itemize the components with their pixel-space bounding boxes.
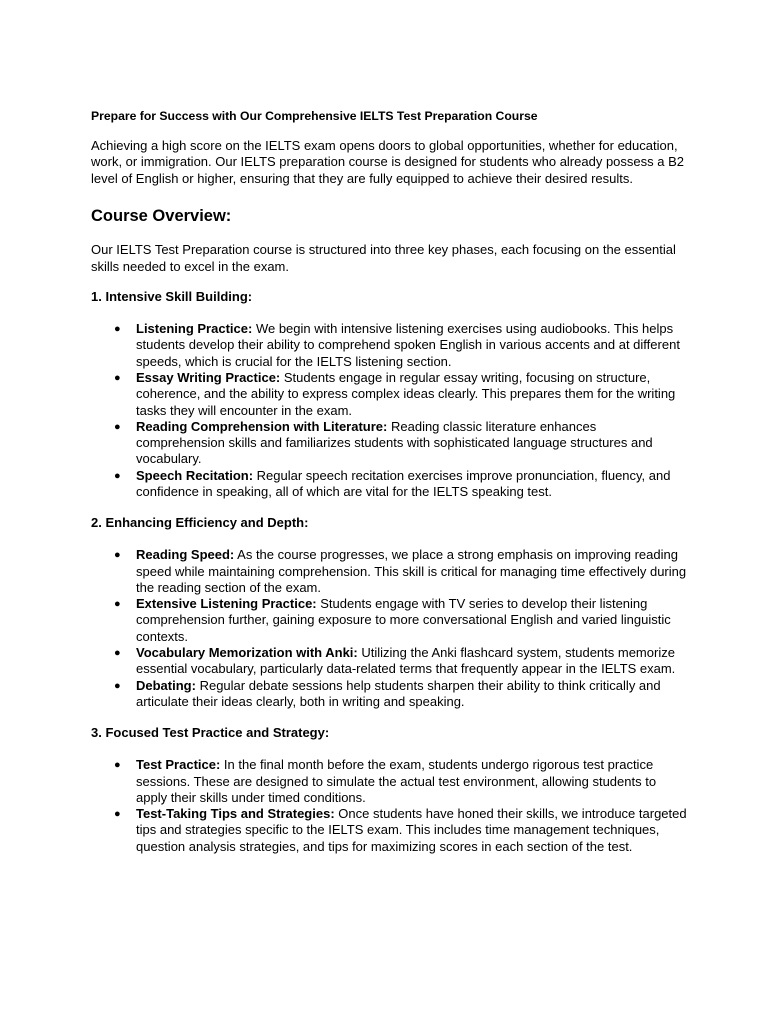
course-overview-heading: Course Overview: [91, 207, 232, 226]
list-item [114, 596, 688, 645]
phase-section-2 [91, 515, 688, 710]
bullet-icon: ● [114, 420, 121, 433]
bullet-icon: ● [114, 469, 121, 482]
list-item-title: Reading Speed: [136, 547, 235, 563]
phase-heading-1: 1. Intensive Skill Building: [91, 289, 253, 305]
list-item-title: Reading Comprehension with Literature: [136, 418, 388, 434]
phase-1-list [91, 321, 688, 500]
list-item-title: Speech Recitation: [136, 467, 254, 483]
bullet-icon: ● [114, 808, 121, 821]
list-item [114, 806, 688, 855]
list-item [114, 645, 688, 678]
list-item [114, 321, 688, 370]
list-item-title: Listening Practice: [136, 321, 253, 337]
list-item [114, 467, 688, 501]
phase-section-3 [91, 725, 688, 855]
list-item [114, 757, 688, 806]
phase-section-1 [91, 289, 688, 500]
list-item-text: Reading classic literature enhances comprehension skills and familiarizes students with sophisticated language structures and vocabulary. [136, 418, 653, 467]
list-item-text: Students engage with TV series to develop their listening comprehension further, gaining exposure to more conversational English and varied linguistic contexts. [136, 596, 671, 644]
list-item-title: Debating: [136, 677, 196, 693]
phase-heading-2: 2. Enhancing Efficiency and Depth: [91, 515, 309, 531]
list-item-text: We begin with intensive listening exercises using audiobooks. This helps students develop their ability to comprehend spoken English in various accents and at different speeds, which is crucial for the IELTS listening section. [136, 321, 680, 369]
list-item-text: Once students have honed their skills, we introduce targeted tips and strategies specific to the IELTS exam. This includes time management techniques, question analysis strategies, and tips for maximizing scores in each section of the test. [136, 806, 687, 854]
list-item [114, 677, 688, 711]
list-item [114, 547, 688, 596]
list-item-text: As the course progresses, we place a strong emphasis on improving reading speed while maintaining comprehension. This skill is critical for managing time effectively during the reading section of the exam. [136, 547, 687, 595]
list-item-text: Regular speech recitation exercises improve pronunciation, fluency, and confidence in speaking, all of which are vital for the IELTS speaking test. [136, 467, 671, 499]
bullet-icon: ● [114, 647, 121, 660]
document-title: Prepare for Success with Our Comprehensive IELTS Test Preparation Course [91, 109, 538, 123]
bullet-icon: ● [114, 323, 121, 336]
list-item [114, 369, 688, 419]
list-item-text: Utilizing the Anki flashcard system, students memorize essential vocabulary, particularly data-related terms that frequently appear in the IELTS exam. [136, 645, 676, 677]
phase-3-list [91, 757, 688, 855]
list-item-text: Students engage in regular essay writing, focusing on structure, coherence, and the ability to express complex ideas clearly. This prepares them for the writing tasks they will encounter in the exam. [136, 369, 676, 418]
bullet-icon: ● [114, 759, 121, 772]
list-item-text: Regular debate sessions help students sharpen their ability to think critically and articulate their ideas clearly, both in writing and speaking. [136, 677, 661, 709]
bullet-icon: ● [114, 679, 121, 692]
phase-heading-3: 3. Focused Test Practice and Strategy: [91, 725, 330, 741]
phase-2-list [91, 547, 688, 710]
list-item-text: In the final month before the exam, students undergo rigorous test practice sessions. These are designed to simulate the actual test environment, allowing students to apply their skills under timed conditions. [136, 757, 657, 805]
list-item-title: Test-Taking Tips and Strategies: [136, 806, 335, 822]
list-item-title: Extensive Listening Practice: [136, 596, 317, 612]
list-item-title: Vocabulary Memorization with Anki: [136, 645, 358, 661]
list-item-title: Essay Writing Practice: [136, 369, 281, 385]
course-overview-paragraph: Our IELTS Test Preparation course is structured into three key phases, each focusing on the essential skills needed to excel in the exam. [91, 242, 676, 274]
list-item [114, 418, 688, 468]
list-item-title: Test Practice: [136, 757, 221, 773]
bullet-icon: ● [114, 598, 121, 611]
intro-paragraph: Achieving a high score on the IELTS exam opens doors to global opportunities, whether for education, work, or immigration. Our IELTS preparation course is designed for students who already possess a B2 level of English or higher, ensuring that they are fully equipped to achieve their desired results. [91, 138, 684, 186]
bullet-icon: ● [114, 371, 121, 384]
bullet-icon: ● [114, 549, 121, 562]
